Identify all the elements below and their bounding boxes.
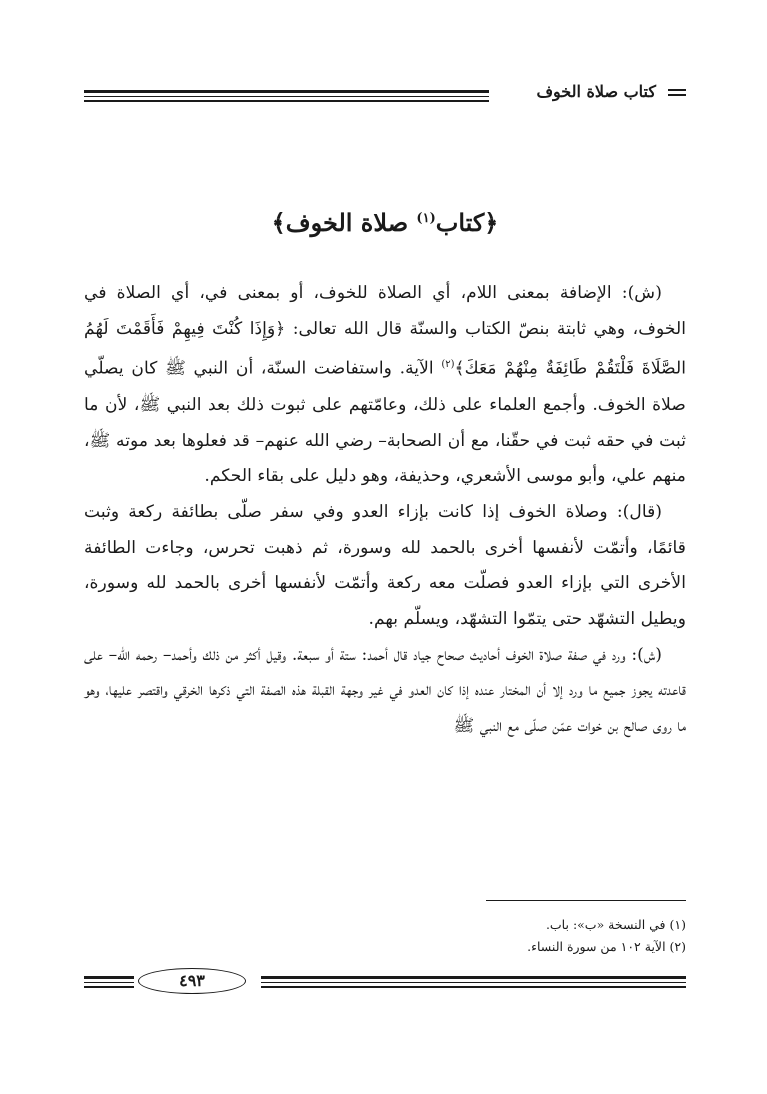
chapter-title-start: ﴿كتاب bbox=[435, 208, 499, 237]
footnote-1: (١) في النسخة «ب»: باب. bbox=[545, 917, 686, 932]
chapter-title-end: صلاة الخوف﴾ bbox=[271, 208, 417, 237]
body-text bbox=[84, 276, 686, 745]
page-number: ٤٩٣ bbox=[138, 968, 246, 994]
running-header-title: كتاب صلاة الخوف bbox=[536, 82, 656, 101]
footer-rule-left bbox=[84, 976, 134, 991]
paragraph: (ش): ورد في صفة صلاة الخوف أحاديث صحاح جياد قال أحمد: ستة أو سبعة. وقيل أكثر من ذلك وأحمد– رحمه الله– على قاعدته يجوز جميع ما ورد إلا أن المختار عنده إذا كان العدو في غير وجهة القبلة هذه الصفة التي ذكرها الخرقي واقتصر عليها، وهو ما روى صالح بن خوات عمّن صلّى مع النبي ﷺ bbox=[84, 644, 686, 737]
header-rule bbox=[84, 90, 489, 105]
footnotes bbox=[84, 914, 686, 958]
footnote-divider bbox=[486, 900, 686, 901]
paragraph: (ش): الإضافة بمعنى اللام، أي الصلاة للخوف، أو بمعنى في، أي الصلاة في الخوف، وهي ثابتة بنصّ الكتاب والسنّة قال الله تعالى: ﴿وَإِذَا كُنْتَ فِيهِمْ فَأَقَمْتَ لَهُمُ الصَّلَاةَ فَلْتَقُمْ طَائِفَةٌ مِنْهُمْ مَعَكَ﴾$^{(٢)}$ الآية. واستفاضت السنّة، أن النبي ﷺ كان يصلّي صلاة الخوف. وأجمع العلماء على ذلك، وعامّتهم على ثبوت ذلك بعد النبي ﷺ، لأن ما ثبت في حقه ثبت في حقّنا، مع أن الصحابة– رضي الله عنهم– قد فعلوها بعد موته ﷺ، منهم علي، وأبو موسى الأشعري، وحذيفة، وهو دليل على بقاء الحكم. bbox=[84, 283, 686, 487]
running-header bbox=[84, 82, 686, 106]
paragraph: (قال): وصلاة الخوف إذا كانت بإزاء العدو وفي سفر صلّى بطائفة ركعة وثبت قائمًا، وأتمّت لأنفسها أخرى بالحمد لله وسورة، ثم ذهبت تحرس، وجاءت الطائفة الأخرى التي بإزاء العدو فصلّت معه ركعة وأتمّت لأنفسها أخرى بالحمد لله وسورة، ويطيل التشهّد حتى يتمّوا التشهّد، ويسلّم بهم. bbox=[84, 501, 686, 630]
footnote-2: (٢) الآية ١٠٢ من سورة النساء. bbox=[527, 939, 686, 954]
header-ornament bbox=[668, 89, 686, 99]
footnote-ref-2: (٢) bbox=[441, 359, 455, 371]
page-footer bbox=[84, 968, 686, 996]
footer-rule-right bbox=[261, 976, 686, 991]
chapter-title bbox=[84, 203, 686, 239]
footnote-ref-1: (١) bbox=[416, 211, 436, 226]
